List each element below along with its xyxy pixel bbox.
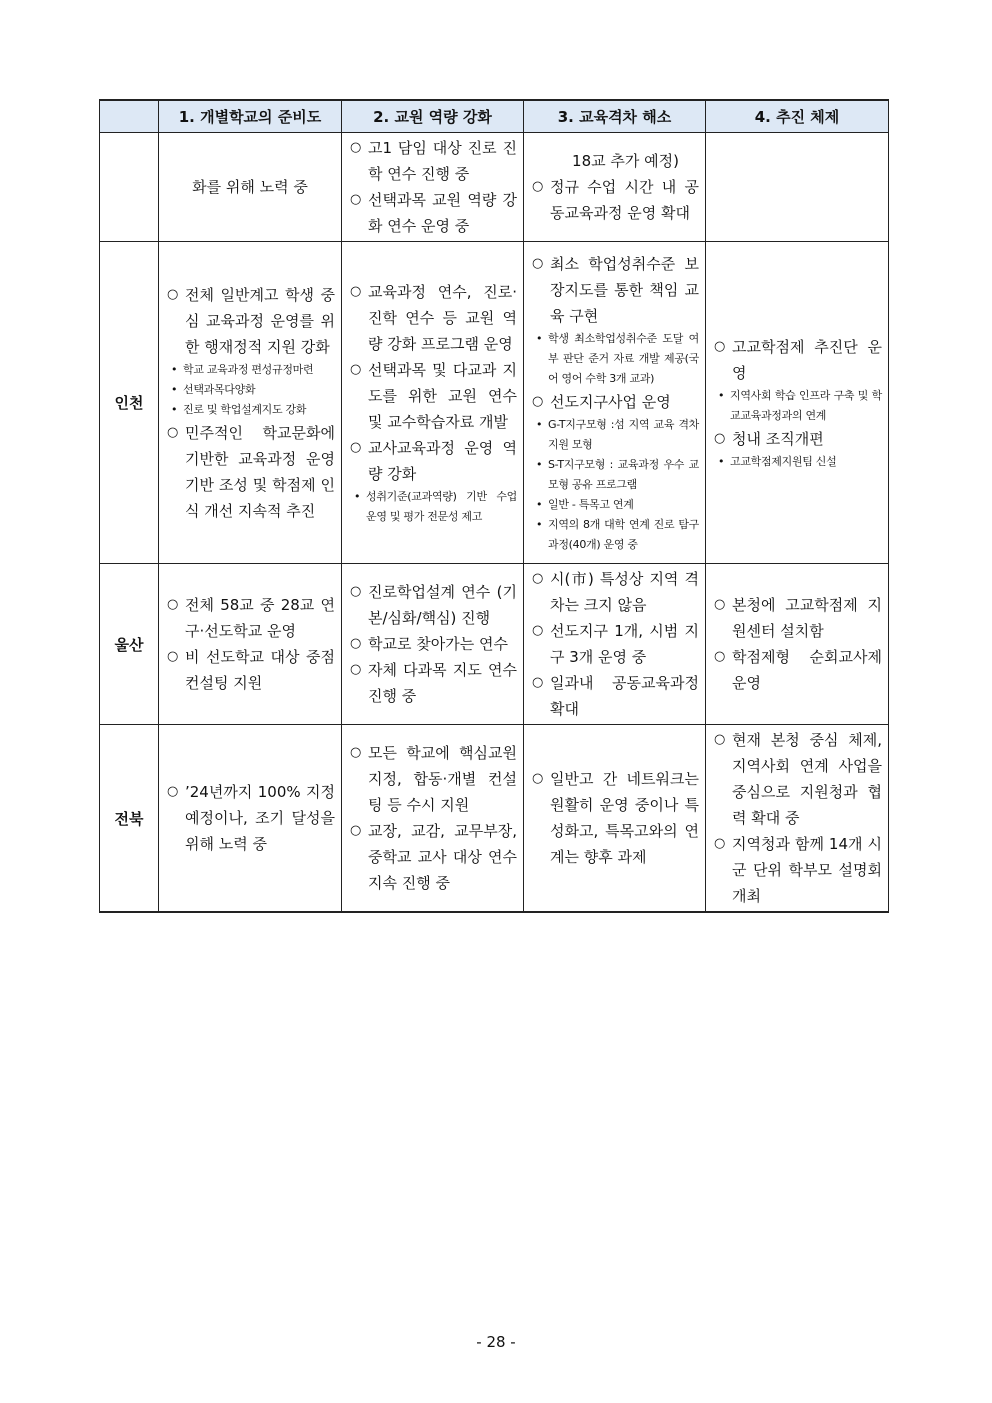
cell-cont-c4	[706, 133, 889, 242]
bullet-text: 시(市) 특성상 지역 격차는 크지 않음	[550, 570, 699, 614]
circle-bullet-icon: ○	[532, 675, 544, 690]
header-school-readiness: 1. 개별학교의 준비도	[159, 100, 342, 133]
incheon-c4-list	[706, 332, 888, 474]
circle-bullet-icon: ○	[532, 393, 544, 409]
bullet-item	[712, 592, 882, 644]
bullet-text: 현재 본청 중심 체제, 지역사회 연계 사업을 중심으로 지원청과 협력 확대 중	[732, 731, 882, 827]
incheon-c2-list	[342, 277, 523, 529]
bullet-text: 지역사회 학습 인프라 구축 및 학교교육과정과의 연계	[730, 388, 882, 422]
circle-bullet-icon: ○	[532, 623, 544, 638]
header-teacher-capacity: 2. 교원 역량 강화	[342, 100, 524, 133]
bullet-text: 전체 일반계고 학생 중심 교육과정 운영를 위한 행재정적 지원 강화	[185, 285, 335, 356]
sub-bullet-item	[530, 415, 699, 455]
page-number: - 28 -	[476, 1333, 516, 1351]
cell-incheon-c1	[159, 242, 342, 564]
circle-bullet-icon: ○	[350, 823, 362, 838]
circle-bullet-icon: ○	[167, 784, 179, 799]
bullet-text: 정규 수업 시간 내 공동교육과정 운영 확대	[550, 178, 699, 222]
dot-bullet-icon: •	[718, 454, 725, 468]
bullet-text: 진로 및 학업설계지도 강화	[183, 402, 307, 416]
circle-bullet-icon: ○	[714, 338, 726, 354]
bullet-text: 본청에 고교학점제 지원센터 설치함	[732, 596, 882, 640]
ulsan-c4-list	[706, 590, 888, 698]
bullet-text: S-T지구모형 : 교육과정 우수 교 모형 공유 프로그램	[548, 457, 699, 491]
circle-bullet-icon: ○	[532, 255, 544, 271]
header-promotion-system: 4. 추진 체제	[706, 100, 889, 133]
circle-bullet-icon: ○	[532, 179, 544, 194]
sub-bullet-item	[530, 329, 699, 389]
bullet-item	[165, 282, 335, 360]
table-row-ulsan	[100, 564, 889, 725]
bullet-text: 선택과목 교원 역량 강화 연수 운영 중	[368, 191, 517, 235]
circle-bullet-icon: ○	[714, 732, 726, 747]
dot-bullet-icon: •	[171, 362, 178, 376]
jeonbuk-c4-list	[706, 725, 888, 911]
circle-bullet-icon: ○	[350, 283, 362, 299]
bullet-text: 지역의 8개 대학 연계 진로 탐구과정(40개) 운영 중	[548, 517, 699, 551]
bullet-item	[712, 334, 882, 386]
sub-bullet-item	[530, 495, 699, 515]
circle-bullet-icon: ○	[167, 424, 179, 440]
cell-cont-c3	[524, 133, 706, 242]
cont-c3-list	[530, 174, 699, 226]
cell-cont-c2	[342, 133, 524, 242]
dot-bullet-icon: •	[171, 382, 178, 396]
circle-bullet-icon: ○	[350, 361, 362, 377]
cell-jeonbuk-c4	[706, 725, 889, 913]
bullet-item	[165, 420, 335, 524]
bullet-item	[712, 644, 882, 696]
header-education-gap: 3. 교육격차 해소	[524, 100, 706, 133]
bullet-item	[712, 426, 882, 452]
bullet-text: 일반고 간 네트워크는 원활히 운영 중이나 특성화고, 특목고와의 연계는 향후 과제	[550, 770, 699, 866]
circle-bullet-icon: ○	[167, 286, 179, 302]
table-header-row	[100, 100, 889, 133]
cell-ulsan-c1	[159, 564, 342, 725]
bullet-item	[712, 831, 882, 909]
bullet-item	[348, 818, 517, 896]
dot-bullet-icon: •	[536, 417, 543, 431]
circle-bullet-icon: ○	[350, 140, 362, 155]
bullet-text: 고교학점제지원팀 신설	[730, 454, 837, 468]
regional-status-table	[99, 99, 889, 913]
bullet-item	[348, 279, 517, 357]
incheon-c1-list	[159, 280, 341, 526]
bullet-text: 고교학점제 추진단 운영	[732, 337, 882, 382]
cell-incheon-c2	[342, 242, 524, 564]
cell-ulsan-c3	[524, 564, 706, 725]
bullet-item	[348, 579, 517, 631]
cont-c3-wrap	[524, 146, 705, 228]
bullet-item	[530, 174, 699, 226]
circle-bullet-icon: ○	[167, 597, 179, 612]
bullet-item	[530, 618, 699, 670]
bullet-item	[530, 251, 699, 329]
sub-bullet-item	[712, 386, 882, 426]
circle-bullet-icon: ○	[714, 597, 726, 612]
sub-bullet-item	[348, 487, 517, 527]
bullet-text: 일과내 공동교육과정 확대	[550, 674, 699, 718]
circle-bullet-icon: ○	[350, 636, 362, 651]
region-cell-ulsan: 울산	[100, 564, 159, 725]
circle-bullet-icon: ○	[350, 192, 362, 207]
bullet-text: ’24년까지 100% 지정 예정이나, 조기 달성을 위해 노력 중	[185, 783, 335, 853]
dot-bullet-icon: •	[718, 388, 725, 402]
ulsan-c2-list	[342, 577, 523, 711]
dot-bullet-icon: •	[354, 489, 361, 503]
bullet-item	[348, 135, 517, 187]
region-cell-incheon: 인천	[100, 242, 159, 564]
jeonbuk-c2-list	[342, 738, 523, 898]
sub-bullet-item	[530, 455, 699, 495]
bullet-text: 전체 58교 중 28교 연구·선도학교 운영	[185, 596, 335, 640]
bullet-text: G-T지구모형 :섬 지역 교육 격차 지원 모형	[548, 417, 699, 451]
incheon-c3-list	[524, 249, 705, 557]
bullet-text: 성취기준(교과역량) 기반 수업 운영 및 평가 전문성 제고	[366, 489, 517, 523]
bullet-text: 선도지구사업 운영	[550, 392, 671, 411]
ulsan-c3-list	[524, 564, 705, 724]
circle-bullet-icon: ○	[532, 571, 544, 586]
bullet-text: 교육과정 연수, 진로·진학 연수 등 교원 역량 강화 프로그램 운영	[368, 282, 517, 353]
bullet-text: 고1 담임 대상 진로 진학 연수 진행 중	[368, 139, 517, 183]
bullet-text: 학점제형 순회교사제 운영	[732, 648, 882, 692]
bullet-text: 교장, 교감, 교무부장, 중학교 교사 대상 연수 지속 진행 중	[368, 822, 517, 892]
circle-bullet-icon: ○	[714, 836, 726, 851]
bullet-text: 학생 최소학업성취수준 도달 여부 판단 준거 자료 개발 제공(국어 영어 수학 3개 교과)	[548, 331, 699, 385]
table-row-jeonbuk	[100, 725, 889, 913]
bullet-item	[348, 435, 517, 487]
sub-bullet-item	[712, 452, 882, 472]
sub-bullet-item	[530, 515, 699, 555]
sub-bullet-item	[165, 360, 335, 380]
bullet-text: 민주적인 학교문화에 기반한 교육과정 운영 기반 조성 및 학점제 인식 개선 지속적 추진	[185, 423, 335, 520]
table-row-continued	[100, 133, 889, 242]
jeonbuk-c1-list	[159, 777, 341, 859]
bullet-item	[348, 631, 517, 657]
bullet-item	[348, 187, 517, 239]
bullet-text: 선택과목다양화	[183, 382, 256, 396]
bullet-item	[530, 566, 699, 618]
sub-bullet-item	[165, 380, 335, 400]
cell-incheon-c3	[524, 242, 706, 564]
bullet-item	[165, 644, 335, 696]
dot-bullet-icon: •	[536, 457, 543, 471]
cell-ulsan-c2	[342, 564, 524, 725]
circle-bullet-icon: ○	[714, 430, 726, 446]
region-cell-continued	[100, 133, 159, 242]
header-region	[100, 100, 159, 133]
bullet-item	[165, 779, 335, 857]
cell-cont-c1	[159, 133, 342, 242]
sub-bullet-item	[165, 400, 335, 420]
bullet-text: 교사교육과정 운영 역량 강화	[368, 438, 517, 483]
bullet-text: 선택과목 및 다교과 지도를 위한 교원 연수 및 교수학습자료 개발	[368, 360, 517, 431]
circle-bullet-icon: ○	[350, 745, 362, 760]
bullet-text: 청내 조직개편	[732, 429, 824, 448]
circle-bullet-icon: ○	[350, 584, 362, 599]
bullet-item	[712, 727, 882, 831]
dot-bullet-icon: •	[536, 517, 543, 531]
circle-bullet-icon: ○	[714, 649, 726, 664]
cont-c3-top: 18교 추가 예정)	[572, 152, 679, 170]
bullet-text: 비 선도학교 대상 중점 컨설팅 지원	[185, 648, 335, 692]
dot-bullet-icon: •	[536, 331, 543, 345]
bullet-text: 일반 - 특목고 연계	[548, 497, 634, 511]
bullet-item	[348, 740, 517, 818]
circle-bullet-icon: ○	[167, 649, 179, 664]
bullet-item	[348, 657, 517, 709]
circle-bullet-icon: ○	[350, 439, 362, 455]
bullet-text: 학교 교육과정 편성규정마련	[183, 362, 314, 376]
bullet-text: 최소 학업성취수준 보장지도를 통한 책임 교육 구현	[550, 254, 699, 325]
cont-c2-list	[342, 133, 523, 241]
bullet-text: 학교로 찾아가는 연수	[368, 635, 508, 653]
dot-bullet-icon: •	[171, 402, 178, 416]
cont-c1-text: 화를 위해 노력 중	[192, 178, 308, 196]
ulsan-c1-list	[159, 590, 341, 698]
circle-bullet-icon: ○	[532, 771, 544, 786]
cell-incheon-c4	[706, 242, 889, 564]
bullet-item	[530, 766, 699, 870]
bullet-text: 모든 학교에 핵심교원 지정, 합동·개별 컨설팅 등 수시 지원	[368, 744, 517, 814]
region-cell-jeonbuk: 전북	[100, 725, 159, 913]
cell-jeonbuk-c1	[159, 725, 342, 913]
cell-jeonbuk-c2	[342, 725, 524, 913]
bullet-text: 지역청과 함께 14개 시군 단위 학부모 설명회 개최	[732, 835, 882, 905]
bullet-item	[530, 389, 699, 415]
bullet-item	[348, 357, 517, 435]
jeonbuk-c3-list	[524, 764, 705, 872]
circle-bullet-icon: ○	[350, 662, 362, 677]
bullet-item	[165, 592, 335, 644]
cell-ulsan-c4	[706, 564, 889, 725]
bullet-text: 자체 다과목 지도 연수 진행 중	[368, 661, 517, 705]
table-row-incheon	[100, 242, 889, 564]
bullet-text: 진로학업설계 연수 (기본/심화/핵심) 진행	[368, 583, 517, 627]
bullet-item	[530, 670, 699, 722]
bullet-text: 선도지구 1개, 시범 지구 3개 운영 중	[550, 622, 699, 666]
dot-bullet-icon: •	[536, 497, 543, 511]
cell-jeonbuk-c3	[524, 725, 706, 913]
